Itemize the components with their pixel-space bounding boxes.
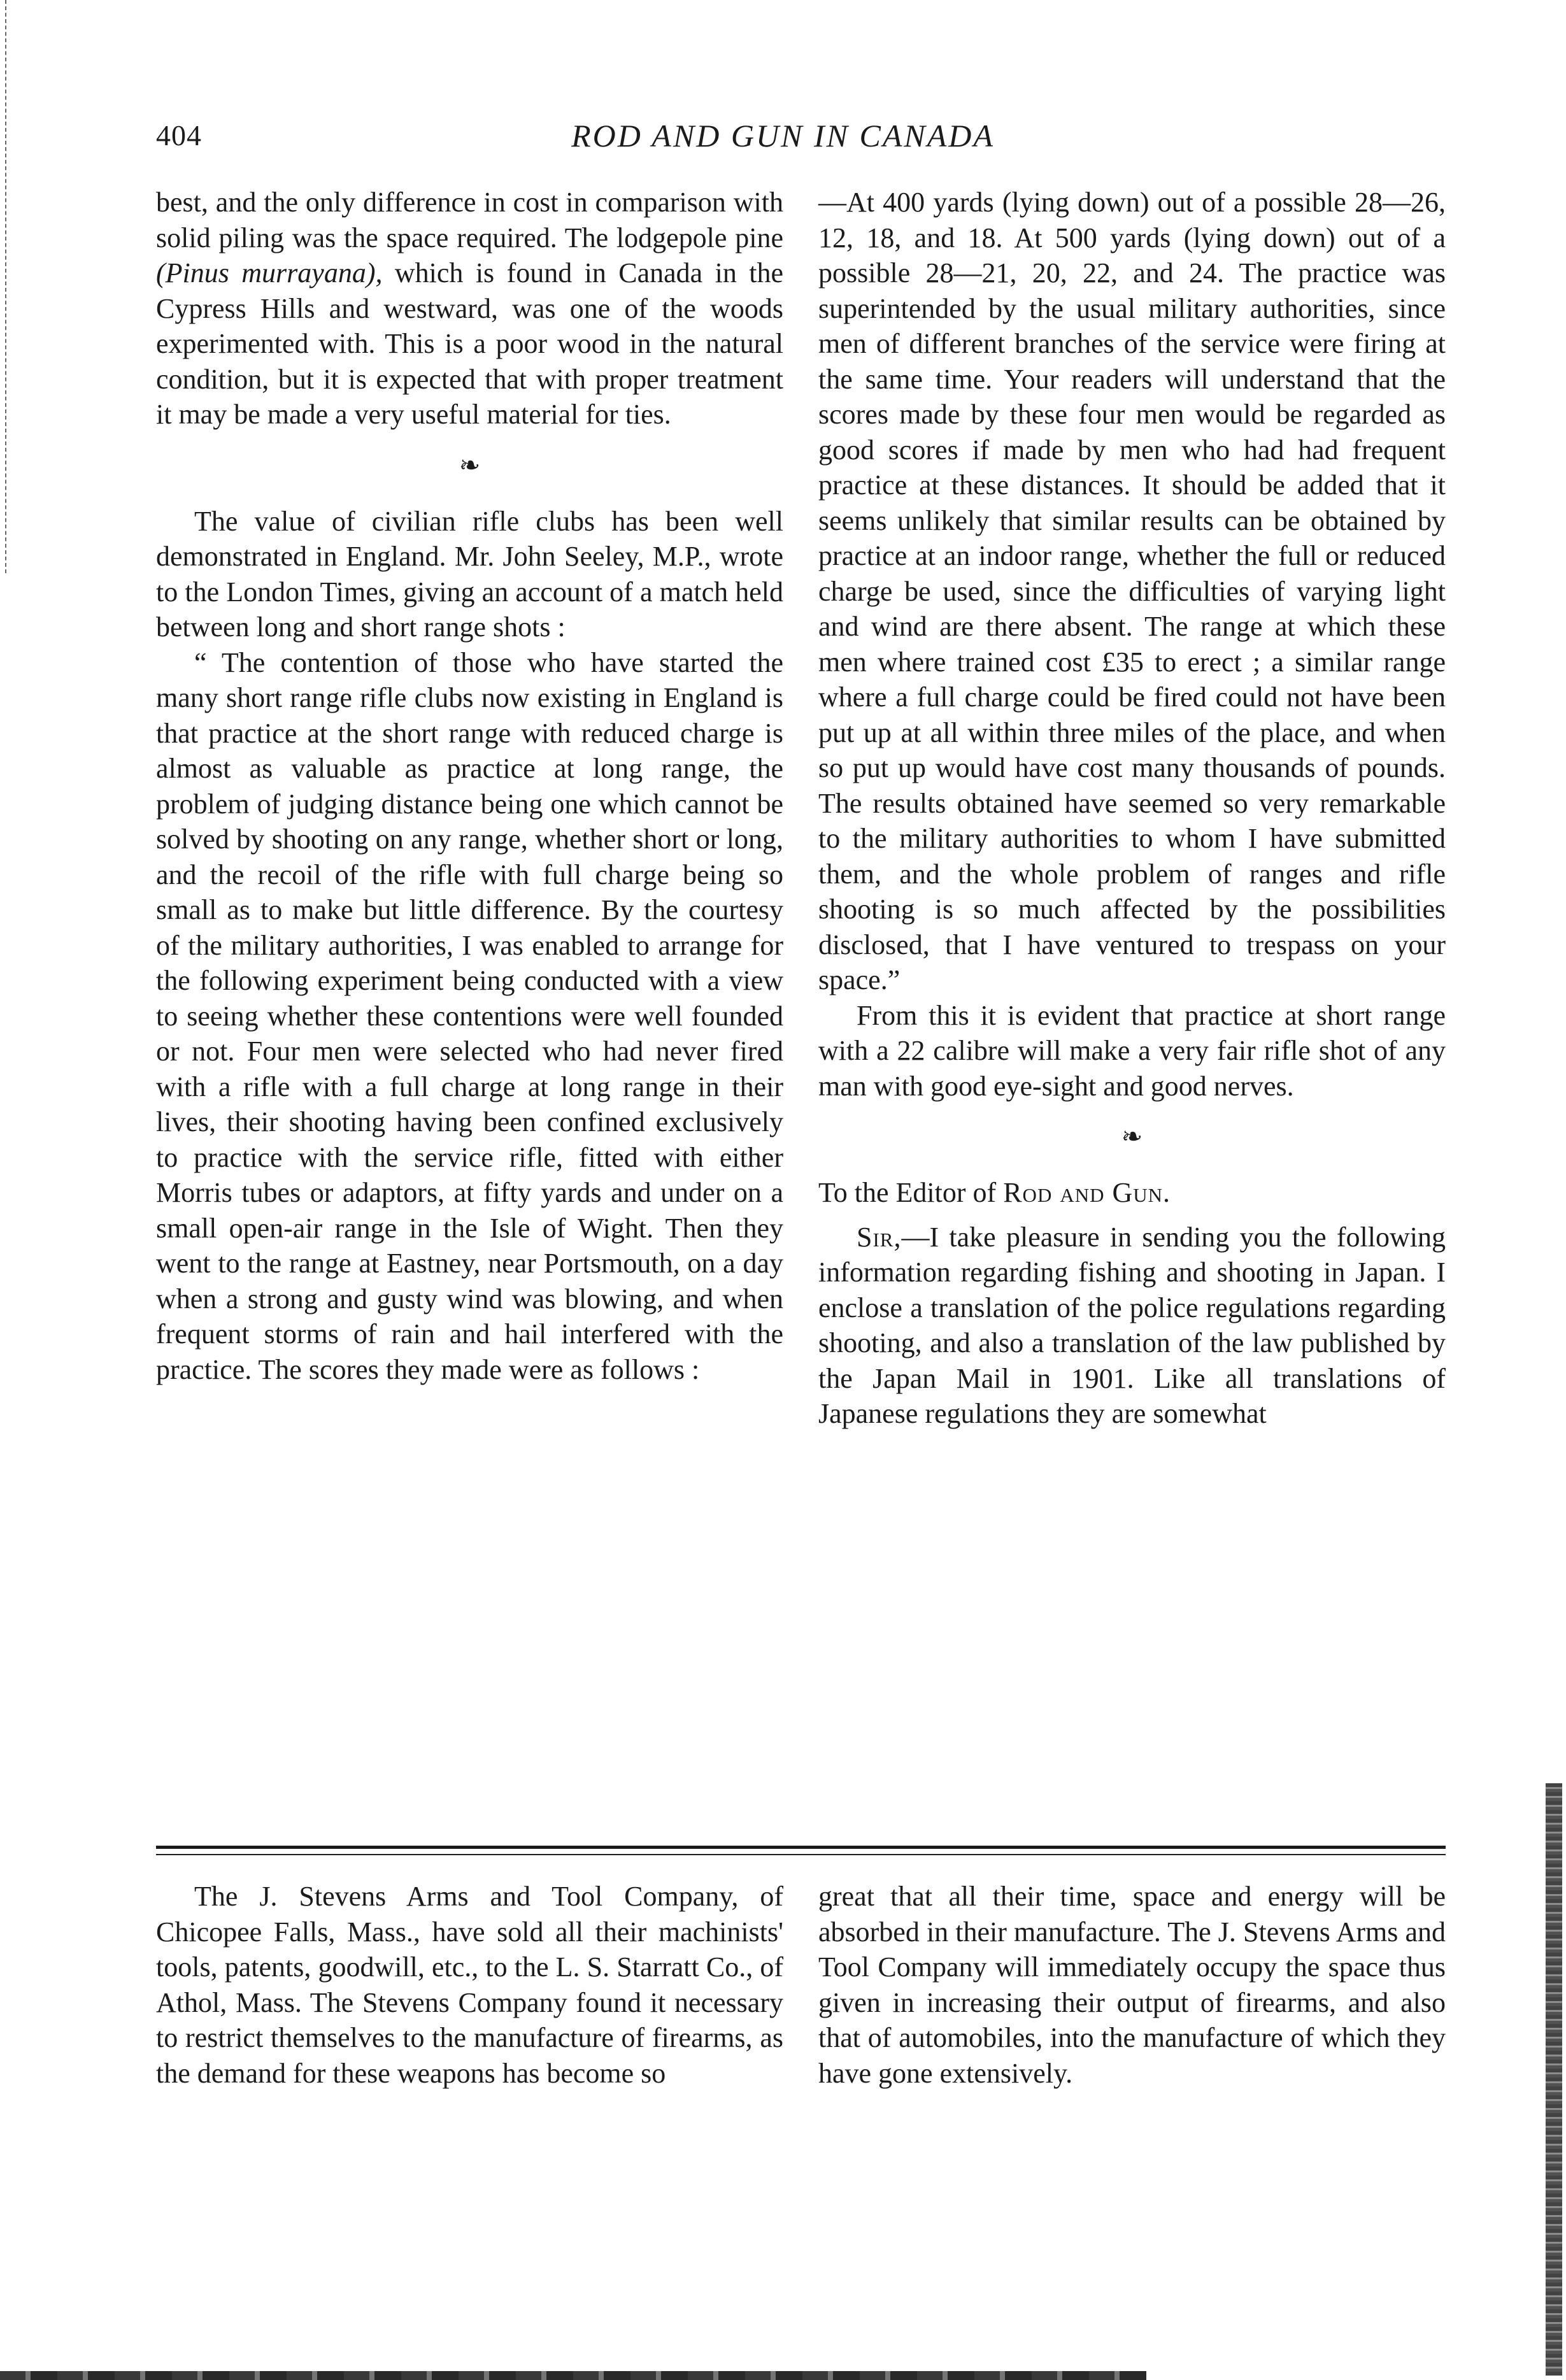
left-column <box>156 185 783 1387</box>
ties-text: best, and the only difference in cost in comparison with solid piling was the space required. The lodgepole pine <box>156 187 783 253</box>
seeley-letter-quote: “ The contention of those who have started the many short range rifle clubs now existing in England is that practice at the short range with reduced charge is almost as valuable as practice at long range, the problem of judging distance being one which cannot be solved by shooting on any range, whether short or long, and the recoil of the rifle with full charge being so small as to make but little difference. By the courtesy of the military authorities, I was enabled to arrange for the following experiment being conducted with a view to seeing whether these contentions were well founded or not. Four men were selected who had never fired with a rifle with a full charge at long range in their lives, their shooting having been confined exclusively to practice with the service rifle, fitted with either Morris tubes or adaptors, at fifty yards and under on a small open-air range in the Isle of Wight. Then they went to the range at Eastney, near Portsmouth, on a day when a strong and gusty wind was blowing, and when frequent storms of rain and hail interfered with the practice. The scores they made were as follows : <box>156 646 783 1385</box>
section-ornament: ❧ <box>1121 1122 1143 1151</box>
scan-edge-bottom <box>0 2371 1146 2380</box>
rifle-clubs-intro: The value of civilian rifle clubs has been well demonstrated in England. Mr. John Seeley, M.P., wrote to the London Times, giving an account of a match held between long and short range shots : <box>156 505 783 643</box>
stevens-notice-left <box>156 1879 783 2091</box>
section-ornament: ❧ <box>459 450 481 480</box>
stevens-notice-text-right: great that all their time, space and energy will be absorbed in their manufacture. The J. Stevens Arms and Tool Company will immediately occupy the space thus given in increasing their output of firearms, and also that of automobiles, into the manufacture of which they have gone extensively. <box>818 1881 1446 2089</box>
ties-text-rest: which is found in Canada in the Cypress Hills and westward, was one of the woods experimented with. This is a poor wood in the natural condition, but it is expected that with proper treatment it may be made a very useful material for ties. <box>156 257 783 430</box>
stevens-notice-right <box>818 1879 1446 2091</box>
right-column <box>818 185 1446 1432</box>
japan-letter <box>818 1220 1446 1432</box>
conclusion-paragraph: From this it is evident that practice at short range with a 22 calibre will make a very fair rifle shot of any man with good eye-sight and good nerves. <box>818 999 1446 1102</box>
pinus-murrayana: (Pinus murrayana), <box>156 257 383 289</box>
page-number: 404 <box>156 119 202 152</box>
ties-paragraph <box>156 185 783 432</box>
letter-salutation: Sir, <box>857 1221 902 1253</box>
letter-body: —I take pleasure in sending you the following information regarding fishing and shooting in Japan. I enclose a translation of the police regulations regarding shooting, and also a translation of the law published by the Japan Mail in 1901. Like all translations of Japanese regulations they are somewhat <box>818 1221 1446 1429</box>
stevens-notice-text-left: The J. Stevens Arms and Tool Company, of Chicopee Falls, Mass., have sold all their machinists' tools, patents, goodwill, etc., to the L. S. Starratt Co., of Athol, Mass. The Stevens Company found it necessary to restrict themselves to the manufacture of firearms, as the demand for these weapons has become so <box>156 1881 783 2089</box>
scores-paragraph: —At 400 yards (lying down) out of a possible 28—26, 12, 18, and 18. At 500 yards (lying down) out of a possible 28—21, 20, 22, and 24. The practice was superintended by the usual military authorities, since men of different branches of the service were firing at the same time. Your readers will understand that the scores made by these four men would be regarded as good scores if made by men who had had frequent practice at these distances. It should be added that it seems unlikely that similar results can be obtained by practice at an indoor range, whether the full or reduced charge be used, since the difficulties of varying light and wind are there absent. The range at which these men where trained cost £35 to erect ; a similar range where a full charge could be fired could not have been put up at all within three miles of the place, and when so put up would have cost many thousands of pounds. The results obtained have seemed so very remarkable to the military authorities to whom I have submitted them, and the whole problem of ranges and rifle shooting is so much affected by the possibilities disclosed, that I have ventured to trespass on your space.” <box>818 187 1446 995</box>
scan-edge-left <box>5 0 11 573</box>
scan-edge-right <box>1546 1783 1562 2376</box>
running-head: ROD AND GUN IN CANADA <box>571 118 995 153</box>
divider-rule-thin <box>156 1854 1446 1855</box>
letter-heading-prefix: To the Editor of <box>818 1177 997 1208</box>
divider-rule <box>156 1846 1446 1849</box>
magazine-name: Rod and Gun. <box>1003 1177 1171 1208</box>
letter-heading <box>818 1175 1446 1211</box>
